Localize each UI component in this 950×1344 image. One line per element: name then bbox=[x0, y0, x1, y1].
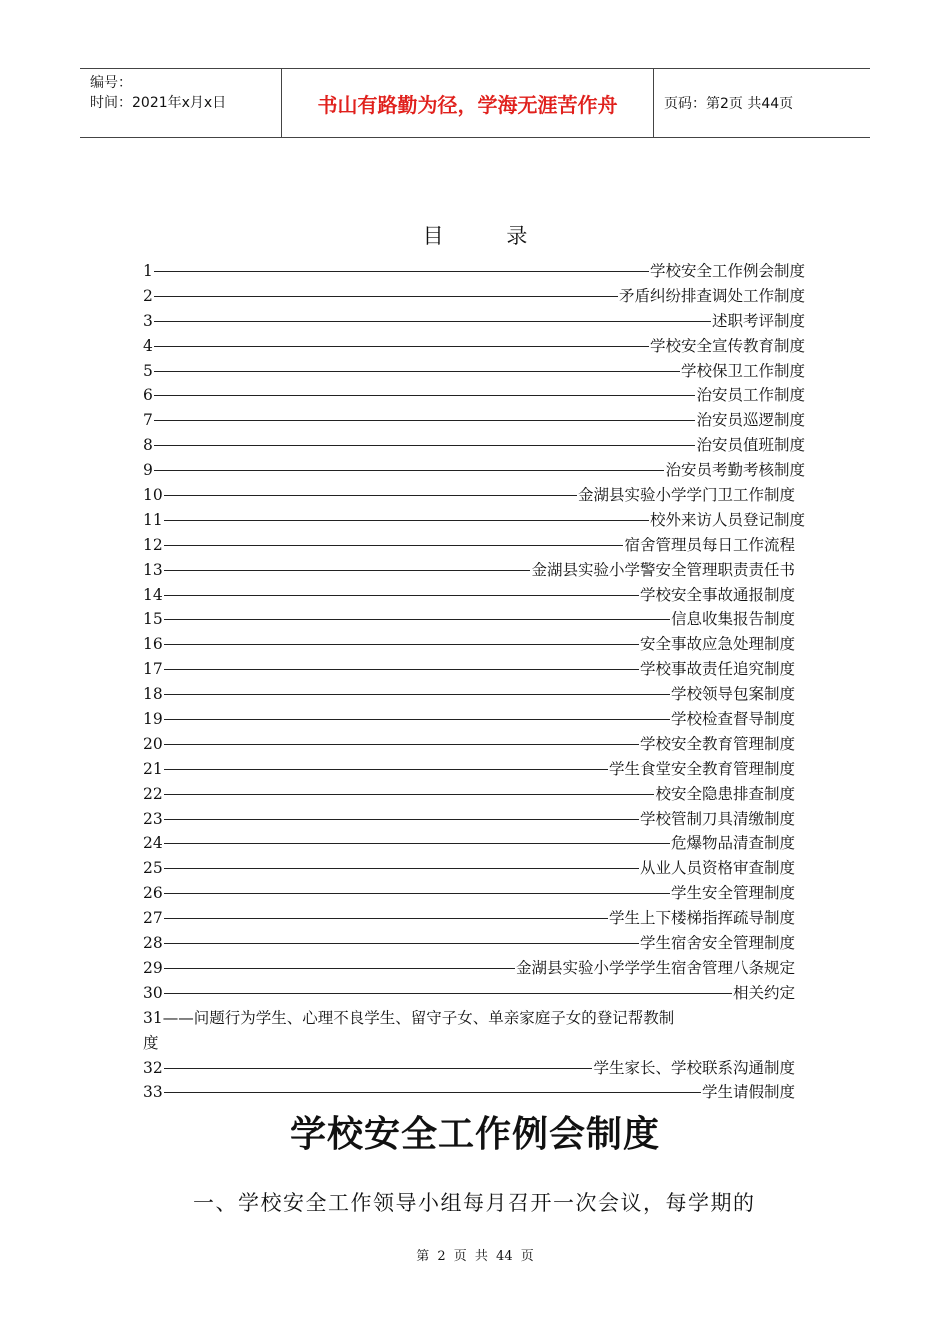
toc-entry bbox=[143, 433, 808, 458]
toc-entry bbox=[143, 558, 808, 583]
toc-entry-title: 学生上下楼梯指挥疏导制度 bbox=[608, 909, 795, 928]
toc-entry-title: 学校领导包案制度 bbox=[670, 685, 795, 704]
toc-entry bbox=[143, 732, 808, 757]
toc-entry-title: 学校事故责任追究制度 bbox=[639, 660, 795, 679]
toc-entry bbox=[143, 782, 808, 807]
toc-leader-line bbox=[164, 595, 639, 596]
toc-leader-line bbox=[164, 1068, 593, 1069]
toc-entry-number: 24 bbox=[143, 834, 163, 853]
toc-leader-line bbox=[154, 445, 696, 446]
toc-entry-title: 学校管制刀具清缴制度 bbox=[639, 809, 795, 828]
toc-entry-number: 13 bbox=[143, 560, 163, 579]
toc-entry-title: 危爆物品清查制度 bbox=[670, 834, 795, 853]
toc-leader-line bbox=[154, 296, 618, 297]
toc-entry-number: 9 bbox=[143, 461, 153, 480]
time-label: 时间：2021年x月x日 bbox=[90, 95, 227, 111]
toc-entry-number: 33 bbox=[143, 1083, 163, 1102]
toc-entry-title: 学生请假制度 bbox=[701, 1083, 795, 1102]
toc-entry bbox=[143, 284, 808, 309]
toc-entry-number: 12 bbox=[143, 535, 163, 554]
toc-entry-number: 18 bbox=[143, 685, 163, 704]
toc-entry bbox=[143, 881, 808, 906]
toc-entry-title: 学校安全事故通报制度 bbox=[639, 585, 795, 604]
toc-entry bbox=[143, 309, 808, 334]
toc-entry-title: 安全事故应急处理制度 bbox=[639, 635, 795, 654]
toc-entry bbox=[143, 583, 808, 608]
toc-entry-number: 4 bbox=[143, 336, 153, 355]
toc-entry-number: 7 bbox=[143, 411, 153, 430]
toc-entry-number: 25 bbox=[143, 859, 163, 878]
toc-entry bbox=[143, 956, 808, 981]
toc-leader-line bbox=[164, 520, 649, 521]
header-page-info: 页码：第2页 共44页 bbox=[664, 96, 794, 112]
toc-entry-number: 30 bbox=[143, 983, 163, 1002]
toc-leader-line bbox=[164, 868, 639, 869]
toc-leader-line bbox=[164, 495, 577, 496]
toc-leader-line bbox=[154, 271, 649, 272]
toc-leader-line bbox=[164, 769, 608, 770]
toc-entry bbox=[143, 906, 808, 931]
serial-label: 编号： bbox=[90, 75, 132, 91]
toc-entry-title: 金湖县实验小学学门卫工作制度 bbox=[577, 486, 795, 505]
toc-leader-line bbox=[164, 1092, 701, 1093]
toc-entry-number: 8 bbox=[143, 436, 153, 455]
toc-entry-title: 治安员巡逻制度 bbox=[696, 411, 805, 430]
toc-entry-number: 2 bbox=[143, 286, 153, 305]
page-header bbox=[80, 68, 870, 138]
toc-entry bbox=[143, 807, 808, 832]
toc-leader-line bbox=[164, 918, 608, 919]
toc-entry-number: 3 bbox=[143, 311, 153, 330]
toc-entry-title: 学校检查督导制度 bbox=[670, 710, 795, 729]
toc-leader-line bbox=[154, 420, 696, 421]
toc-entry bbox=[143, 359, 808, 384]
toc-leader-line bbox=[154, 470, 665, 471]
toc-entry-number: 19 bbox=[143, 710, 163, 729]
toc-entry bbox=[143, 1080, 808, 1105]
toc-entry bbox=[143, 632, 808, 657]
toc-leader-line bbox=[164, 744, 639, 745]
toc-entry bbox=[143, 508, 808, 533]
toc-entry-number: 5 bbox=[143, 361, 153, 380]
toc-entry-number: 10 bbox=[143, 486, 163, 505]
toc-entry bbox=[143, 383, 808, 408]
toc-entry-title: 学校安全教育管理制度 bbox=[639, 734, 795, 753]
toc-leader-line bbox=[154, 371, 680, 372]
toc-leader-line bbox=[164, 719, 670, 720]
toc-entry-number: 6 bbox=[143, 386, 153, 405]
toc-leader-line bbox=[164, 993, 732, 994]
section-heading: 学校安全工作例会制度 bbox=[289, 1114, 660, 1155]
toc-entry bbox=[143, 408, 808, 433]
toc-entry-title: 校外来访人员登记制度 bbox=[649, 510, 805, 529]
toc-entry-number: 20 bbox=[143, 734, 163, 753]
toc-entry-title: 学校安全宣传教育制度 bbox=[649, 336, 805, 355]
toc-entry-title: 学生安全管理制度 bbox=[670, 884, 795, 903]
toc-entry-number: 21 bbox=[143, 759, 163, 778]
toc-entry-title: 从业人员资格审查制度 bbox=[639, 859, 795, 878]
toc-title: 目 录 bbox=[422, 224, 556, 248]
toc-entry-title: 金湖县实验小学警安全管理职责责任书 bbox=[531, 560, 795, 579]
toc-entry-number: 11 bbox=[143, 510, 163, 529]
toc-entry bbox=[143, 1056, 808, 1081]
toc-leader-line bbox=[164, 819, 639, 820]
toc-leader-line bbox=[164, 968, 515, 969]
toc-entry-31-line1: 31——问题行为学生、心理不良学生、留守子女、单亲家庭子女的登记帮教制 bbox=[143, 1008, 675, 1027]
toc-entry bbox=[143, 533, 808, 558]
page-footer: 第 2 页 共 44 页 bbox=[416, 1249, 534, 1264]
toc-entry-number: 14 bbox=[143, 585, 163, 604]
toc-entry-title: 治安员值班制度 bbox=[696, 436, 805, 455]
toc-entry-title: 学校保卫工作制度 bbox=[680, 361, 805, 380]
toc-entry bbox=[143, 682, 808, 707]
toc-entry bbox=[143, 607, 808, 632]
toc-entry-title: 宿舍管理员每日工作流程 bbox=[624, 535, 795, 554]
toc-entry-number: 17 bbox=[143, 660, 163, 679]
toc-leader-line bbox=[164, 843, 670, 844]
toc-entry-title: 信息收集报告制度 bbox=[670, 610, 795, 629]
toc-entry-number: 28 bbox=[143, 934, 163, 953]
toc-entry-title: 学生食堂安全教育管理制度 bbox=[608, 759, 795, 778]
toc-entry bbox=[143, 657, 808, 682]
toc-entry-number: 16 bbox=[143, 635, 163, 654]
toc-leader-line bbox=[164, 619, 670, 620]
header-motto: 书山有路勤为径，学海无涯苦作舟 bbox=[282, 69, 654, 137]
toc-entry-title: 矛盾纠纷排查调处工作制度 bbox=[618, 286, 805, 305]
toc-entry-title: 学生宿舍安全管理制度 bbox=[639, 934, 795, 953]
header-meta bbox=[80, 69, 282, 137]
toc-entry bbox=[143, 856, 808, 881]
toc-entry bbox=[143, 334, 808, 359]
toc-entry-number: 15 bbox=[143, 610, 163, 629]
toc-entry bbox=[143, 981, 808, 1006]
toc-entry-title: 学校安全工作例会制度 bbox=[649, 262, 805, 280]
toc-entry bbox=[143, 931, 808, 956]
toc-entry-title: 校安全隐患排查制度 bbox=[655, 784, 795, 803]
toc-entry-31-line2: 度 bbox=[143, 1033, 159, 1052]
toc-leader-line bbox=[164, 943, 639, 944]
toc-entry-title: 治安员考勤考核制度 bbox=[665, 461, 805, 480]
toc-entry bbox=[143, 483, 808, 508]
toc-entry-title: 学生家长、学校联系沟通制度 bbox=[593, 1058, 795, 1077]
toc-entry-title: 相关约定 bbox=[732, 983, 795, 1002]
toc-entry-title: 述职考评制度 bbox=[711, 311, 805, 330]
toc-leader-line bbox=[154, 346, 649, 347]
section-paragraph: 一、学校安全工作领导小组每月召开一次会议，每学期的 bbox=[193, 1191, 756, 1215]
toc-leader-line bbox=[164, 669, 639, 670]
toc-leader-line bbox=[154, 321, 711, 322]
toc-entry bbox=[143, 707, 808, 732]
toc-entry-title: 金湖县实验小学学学生宿舍管理八条规定 bbox=[515, 958, 795, 977]
toc-leader-line bbox=[154, 395, 696, 396]
toc-leader-line bbox=[164, 794, 655, 795]
toc-leader-line bbox=[164, 570, 531, 571]
toc-entry bbox=[143, 757, 808, 782]
toc-entry-number: 29 bbox=[143, 958, 163, 977]
toc-leader-line bbox=[164, 545, 624, 546]
toc-leader-line bbox=[164, 893, 670, 894]
toc-leader-line bbox=[164, 694, 670, 695]
toc-entry bbox=[143, 831, 808, 856]
toc-entry-number: 27 bbox=[143, 909, 163, 928]
toc-entry-number: 1 bbox=[143, 262, 153, 280]
toc-entry-number: 23 bbox=[143, 809, 163, 828]
toc-entry-number: 22 bbox=[143, 784, 163, 803]
toc-entry bbox=[143, 259, 808, 284]
toc-entry-title: 治安员工作制度 bbox=[696, 386, 805, 405]
toc-entry bbox=[143, 458, 808, 483]
toc-entry-number: 26 bbox=[143, 884, 163, 903]
table-of-contents bbox=[143, 259, 808, 1105]
toc-entry-number: 32 bbox=[143, 1058, 163, 1077]
toc-leader-line bbox=[164, 644, 639, 645]
